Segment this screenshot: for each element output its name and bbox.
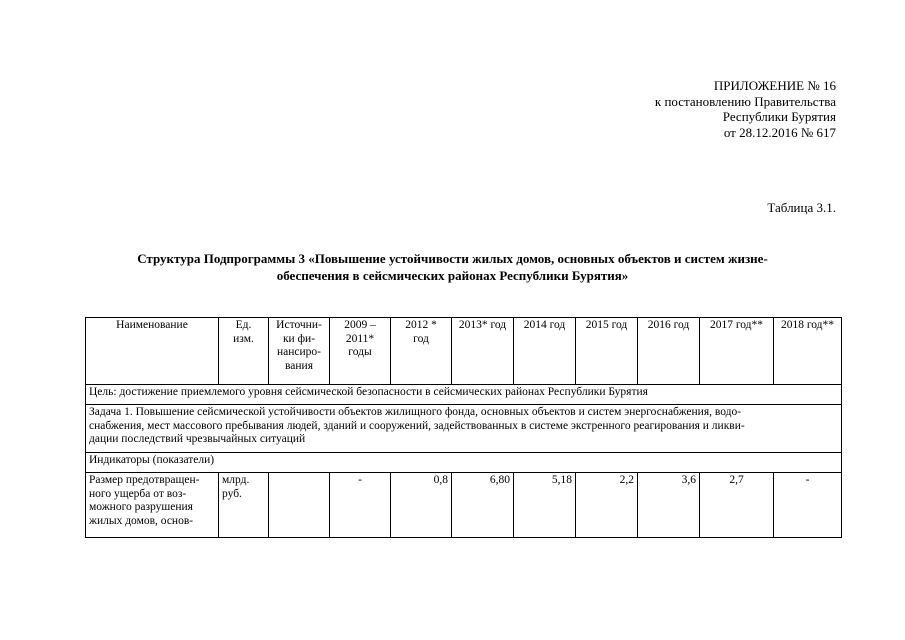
row-value-2017: 2,7 (700, 473, 774, 538)
appendix-line-1: ПРИЛОЖЕНИЕ № 16 (713, 78, 836, 93)
header-cell-2018: 2018 год** (774, 318, 842, 385)
header-cell-2009-2011: 2009 – 2011* годы (330, 318, 391, 385)
row-value-2015: 2,2 (576, 473, 638, 538)
title-line-2: обеспечения в сейсмических районах Республики Бурятия» (276, 268, 629, 283)
task-cell: Задача 1. Повышение сейсмической устойчивости объектов жилищного фонда, основных объектов и систем энергоснабжения, водо- снабжения, мест массового пребывания людей, зданий и сооружений, задействованных в системе экстренного реагирования и ликви- дации последствий чрезвычайных ситуаций (86, 405, 842, 453)
goal-row (86, 385, 842, 405)
header-cell-2015: 2015 год (576, 318, 638, 385)
header-cell-2016: 2016 год (638, 318, 700, 385)
row-value-2013: 6,80 (452, 473, 514, 538)
row-value-2012: 0,8 (391, 473, 452, 538)
header-cell-2013: 2013* год (452, 318, 514, 385)
header-cell-2017: 2017 год** (700, 318, 774, 385)
row-value-2018: - (774, 473, 842, 538)
title-line-1: Структура Подпрограммы 3 «Повышение устойчивости жилых домов, основных объектов и систем жизне- (137, 251, 768, 266)
row-unit-cell: млрд. руб. (219, 473, 269, 538)
header-cell-2012: 2012 * год (391, 318, 452, 385)
header-cell-source: Источни- ки фи- нансиро- вания (269, 318, 330, 385)
row-source-cell (269, 473, 330, 538)
appendix-line-3: Республики Бурятия (722, 109, 836, 124)
row-value-2014: 5,18 (514, 473, 576, 538)
task-row (86, 405, 842, 453)
header-cell-name: Наименование (86, 318, 219, 385)
table-number: Таблица 3.1. (767, 200, 836, 215)
indicators-row (86, 453, 842, 473)
row-value-2016: 3,6 (638, 473, 700, 538)
header-cell-unit: Ед. изм. (219, 318, 269, 385)
table-row (86, 473, 842, 538)
table-header-row (86, 318, 842, 385)
row-name-cell: Размер предотвращен- ного ущерба от воз- можного разрушения жилых домов, основ- (86, 473, 219, 538)
row-value-2009-2011: - (330, 473, 391, 538)
subprogram-structure-table (85, 317, 842, 538)
page-title (0, 250, 905, 284)
indicators-cell: Индикаторы (показатели) (86, 453, 842, 473)
appendix-line-4: от 28.12.2016 № 617 (723, 124, 836, 140)
appendix-block (655, 78, 836, 140)
header-cell-2014: 2014 год (514, 318, 576, 385)
appendix-line-2: к постановлению Правительства (654, 93, 836, 109)
goal-cell: Цель: достижение приемлемого уровня сейсмической безопасности в сейсмических районах Республики Бурятия (86, 385, 842, 405)
